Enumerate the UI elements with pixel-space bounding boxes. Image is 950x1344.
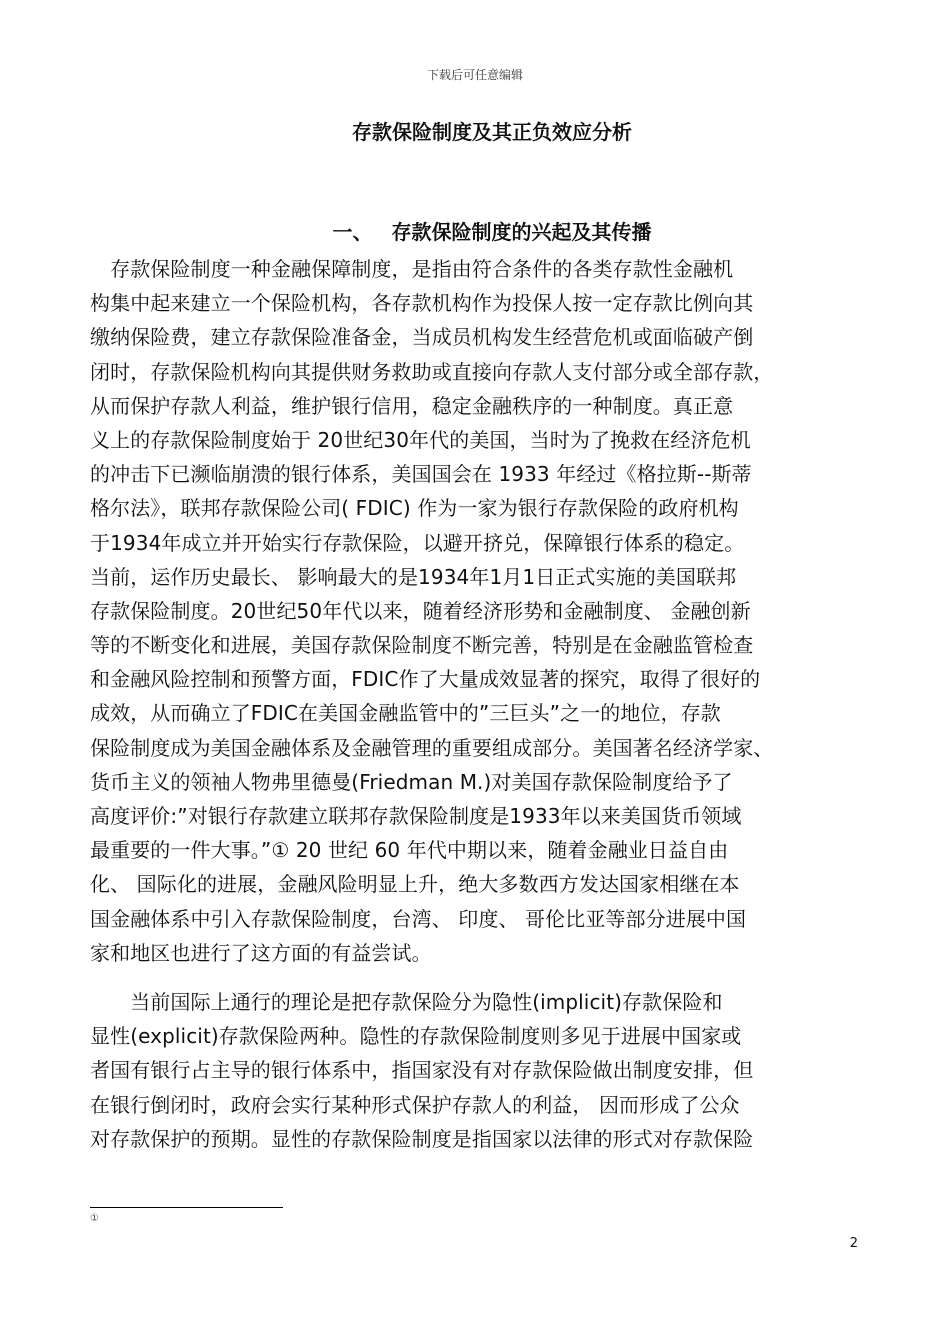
footnote-divider [90, 1207, 283, 1208]
text-line: 对存款保护的预期。显性的存款保险制度是指国家以法律的形式对存款保险 [90, 1126, 754, 1151]
text-line: 缴纳保险费，建立存款保险准备金，当成员机构发生经营危机或面临破产倒 [90, 325, 754, 350]
section-number: 一、 [332, 220, 373, 244]
header-note: 下载后可任意编辑 [426, 68, 523, 82]
text-line: 显性(explicit)存款保险两种。隐性的存款保险制度则多见于进展中国家或 [90, 1024, 742, 1049]
text-line: 于1934年成立并开始实行存款保险，以避开挤兑，保障银行体系的稳定。 [90, 530, 745, 555]
text-line: 高度评价:”对银行存款建立联邦存款保险制度是1933年以来美国货币领域 [90, 804, 742, 828]
text-line: 和金融风险控制和预警方面，FDIC作了大量成效显著的探究，取得了很好的 [90, 667, 761, 692]
text-line: 从而保护存款人利益，维护银行信用，稳定金融秩序的一种制度。真正意 [90, 393, 734, 418]
text-line: 化、 国际化的进展，金融风险明显上升，绝大多数西方发达国家相继在本 [90, 872, 740, 897]
text-line: 保险制度成为美国金融体系及金融管理的重要组成部分。美国著名经济学家、 [90, 735, 774, 760]
text-line: 构集中起来建立一个保险机构，各存款机构作为投保人按一定存款比例向其 [90, 291, 754, 316]
text-line: 存款保险制度。20世纪50年代以来，随着经济形势和金融制度、 金融创新 [90, 598, 751, 623]
document-title: 存款保险制度及其正负效应分析 [352, 120, 632, 144]
text-line: 家和地区也进行了这方面的有益尝试。 [90, 940, 432, 965]
text-line: 货币主义的领袖人物弗里德曼(Friedman M.)对美国存款保险制度给予了 [90, 769, 733, 794]
text-line: 闭时，存款保险机构向其提供财务救助或直接向存款人支付部分或全部存款， [90, 359, 774, 384]
text-line: 在银行倒闭时，政府会实行某种形式保护存款人的利益， 因而形成了公众 [90, 1092, 740, 1117]
footnote-mark: ① [90, 1213, 99, 1224]
text-line: 者国有银行占主导的银行体系中，指国家没有对存款保险做出制度安排，但 [90, 1058, 754, 1083]
text-line: 义上的存款保险制度始于 20世纪30年代的美国，当时为了挽救在经济危机 [90, 427, 751, 452]
section-title: 存款保险制度的兴起及其传播 [391, 220, 652, 244]
text-line: 成效，从而确立了FDIC在美国金融监管中的”三巨头”之一的地位，存款 [90, 701, 721, 726]
text-line: 最重要的一件大事。”① 20 世纪 60 年代中期以来，随着金融业日益自由 [90, 838, 729, 863]
section-heading [0, 216, 950, 245]
paragraph-1 [90, 252, 865, 970]
page-number: 2 [849, 1236, 858, 1251]
text-line: 存款保险制度一种金融保障制度，是指由符合条件的各类存款性金融机 [90, 257, 734, 281]
text-line: 等的不断变化和进展，美国存款保险制度不断完善，特别是在金融监管检查 [90, 633, 754, 658]
text-line: 国金融体系中引入存款保险制度，台湾、 印度、 哥伦比亚等部分进展中国 [90, 906, 747, 931]
text-line: 的冲击下已濒临崩溃的银行体系，美国国会在 1933 年经过《格拉斯--斯蒂 [90, 462, 752, 487]
text-line: 格尔法》，联邦存款保险公司( FDIC) 作为一家为银行存款保险的政府机构 [90, 496, 739, 521]
text-line: 当前，运作历史最长、 影响最大的是1934年1月1日正式实施的美国联邦 [90, 564, 737, 589]
text-line: 当前国际上通行的理论是把存款保险分为隐性(implicit)存款保险和 [90, 990, 723, 1014]
paragraph-2 [90, 985, 865, 1156]
